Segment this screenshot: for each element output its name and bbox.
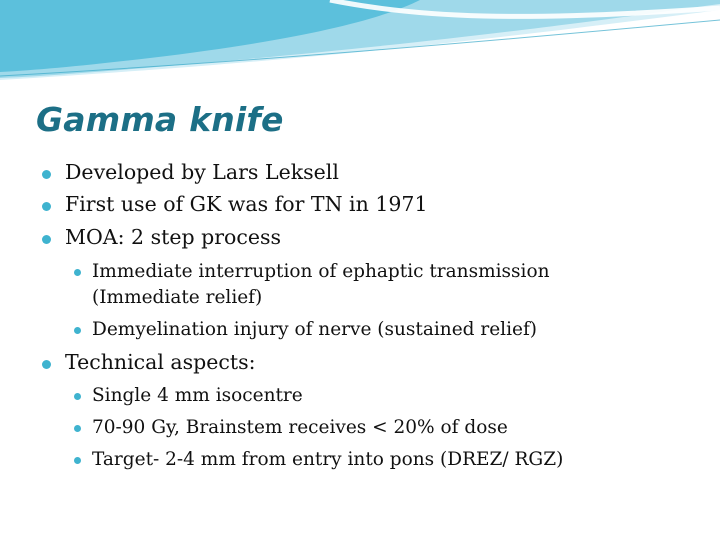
sub-bullet-text: Demyelination injury of nerve (sustained relief): [92, 319, 538, 340]
sub-bullet-dot-icon: [74, 269, 81, 276]
sub-bullet-text: 70-90 Gy, Brainstem receives < 20% of dose: [92, 417, 508, 438]
bullet-dot-icon: [42, 202, 51, 211]
bullet-dot-icon: [42, 360, 51, 369]
sub-bullet-text: Target- 2-4 mm from entry into pons (DREZ/ RGZ): [92, 449, 564, 470]
slide-title: Gamma knife: [36, 100, 284, 139]
sub-bullet-text-continuation: (Immediate relief): [92, 287, 263, 308]
bullet-dot-icon: [42, 170, 51, 179]
sub-bullet-dot-icon: [74, 393, 81, 400]
bullet-text: Developed by Lars Leksell: [65, 160, 339, 184]
sub-bullet-dot-icon: [74, 457, 81, 464]
bullet-text: MOA: 2 step process: [65, 225, 282, 249]
sub-bullet-dot-icon: [74, 327, 81, 334]
sub-bullet-text: Single 4 mm isocentre: [92, 385, 303, 406]
sub-bullet-dot-icon: [74, 425, 81, 432]
bullet-text: Technical aspects:: [65, 350, 256, 374]
bullet-text: First use of GK was for TN in 1971: [65, 192, 428, 216]
bullet-dot-icon: [42, 235, 51, 244]
sub-bullet-text: Immediate interruption of ephaptic transmission: [92, 261, 550, 282]
